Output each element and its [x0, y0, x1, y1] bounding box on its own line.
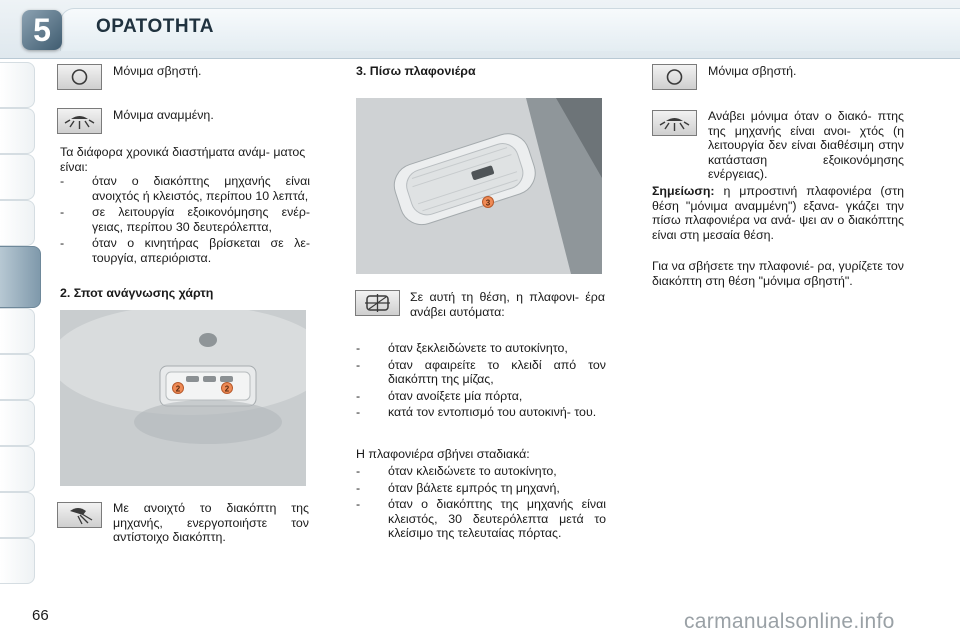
- chapter-title: ΟΡΑΤΟΤΗΤΑ: [96, 16, 214, 37]
- side-tab-9[interactable]: [0, 446, 35, 492]
- callout-2-right: 2: [224, 384, 230, 394]
- list-item: - όταν ξεκλειδώνετε το αυτοκίνητο,: [356, 341, 568, 355]
- page-number: 66: [32, 607, 49, 624]
- side-tab-10[interactable]: [0, 492, 35, 538]
- section-2-heading: 2. Σποτ ανάγνωσης χάρτη: [60, 286, 214, 300]
- note-label: Σημείωση:: [652, 184, 715, 198]
- list-item: - όταν ο διακόπτης μηχανής είναι ανοιχτός ή κλειστός, περίπου 10 λεπτά,: [60, 174, 310, 203]
- lamp-on-label: Μόνιμα αναμμένη.: [113, 108, 214, 122]
- side-chapter-tabs: [0, 62, 40, 582]
- side-tab-3[interactable]: [0, 154, 35, 200]
- chapter-number-badge: 5: [22, 10, 62, 50]
- rear-lamp-on-icon: [652, 110, 697, 136]
- list-item: - όταν ανοίξετε μία πόρτα,: [356, 388, 523, 403]
- reading-lamp-icon: [57, 502, 102, 528]
- map-reading-light-photo: [60, 310, 306, 486]
- side-tab-8[interactable]: [0, 400, 35, 446]
- list-item: - όταν ο διακόπτης της μηχανής είναι κλειστός, 30 δευτερόλεπτα μετά το κλείσιμο της τελευταίας πόρτας.: [356, 497, 606, 541]
- side-tab-5-active[interactable]: [0, 246, 41, 308]
- section-3-heading: 3. Πίσω πλαφονιέρα: [356, 64, 476, 78]
- list-item: - όταν βάλετε εμπρός τη μηχανή,: [356, 480, 560, 495]
- side-tab-4[interactable]: [0, 200, 35, 246]
- rear-lamp-off-icon: [652, 64, 697, 90]
- list-item: - όταν αφαιρείτε το κλειδί από τον διακόπτη της μίζας,: [356, 357, 606, 387]
- list-item: - σε λειτουργία εξοικονόμησης ενέρ- γειας, περίπου 30 δευτερόλεπτα,: [60, 205, 310, 234]
- side-tab-2[interactable]: [0, 108, 35, 154]
- note-text: η μπροστινή πλαφονιέρα (στη θέση "μόνιμα αναμμένη") εξανα- γκάζει την πίσω πλαφονιέρα να ανά- ψει αν ο διακόπτης είναι στη μεσαία θέση.: [652, 184, 904, 242]
- side-tab-7[interactable]: [0, 354, 35, 400]
- timing-bullet-list: [60, 174, 310, 268]
- list-item: - κατά τον εντοπισμό του αυτοκινή- του.: [356, 405, 597, 420]
- lamp-off-intro: Η πλαφονιέρα σβήνει σταδιακά:: [356, 447, 530, 461]
- lamp-off-icon: [57, 64, 102, 90]
- lamp-off-label: Μόνιμα σβηστή.: [113, 64, 202, 78]
- reading-lamp-label: Με ανοιχτό το διακόπτη της μηχανής, ενεργοποιήστε τον αντίστοιχο διακόπτη.: [113, 501, 309, 545]
- rear-lamp-on-label: Ανάβει μόνιμα όταν ο διακό- πτης της μηχανής είναι ανοι- χτός (η λειτουργία δεν είναι διαθέσιμη στην κατάσταση εξοικονόμησης ενέργειας).: [708, 109, 904, 182]
- side-tab-11[interactable]: [0, 538, 35, 584]
- note-paragraph: [652, 184, 904, 242]
- list-item: - όταν ο κινητήρας βρίσκεται σε λε- τουργία, απεριόριστα.: [60, 236, 310, 265]
- callout-3: 3: [485, 198, 491, 208]
- timing-intro: Τα διάφορα χρονικά διαστήματα ανάμ- ματος είναι:: [60, 145, 306, 174]
- door-lamp-icon: [355, 290, 400, 316]
- side-tab-6[interactable]: [0, 308, 35, 354]
- list-item: - όταν κλειδώνετε το αυτοκίνητο,: [356, 464, 557, 478]
- switch-off-instruction: Για να σβήσετε την πλαφονιέ- ρα, γυρίζετε τον διακόπτη στη θέση "μόνιμα σβηστή".: [652, 259, 904, 288]
- page-header: [0, 0, 960, 59]
- callout-2-left: 2: [175, 384, 181, 394]
- lamp-on-conditions-list: [356, 341, 606, 422]
- rear-lamp-off-label: Μόνιμα σβηστή.: [708, 64, 797, 78]
- door-lamp-label: Σε αυτή τη θέση, η πλαφονι- έρα ανάβει αυτόματα:: [410, 290, 605, 319]
- rear-courtesy-lamp-photo: [356, 98, 602, 274]
- watermark: carmanualsonline.info: [684, 610, 895, 633]
- side-tab-1[interactable]: [0, 62, 35, 108]
- lamp-on-icon: [57, 108, 102, 134]
- lamp-off-conditions-list: [356, 464, 606, 543]
